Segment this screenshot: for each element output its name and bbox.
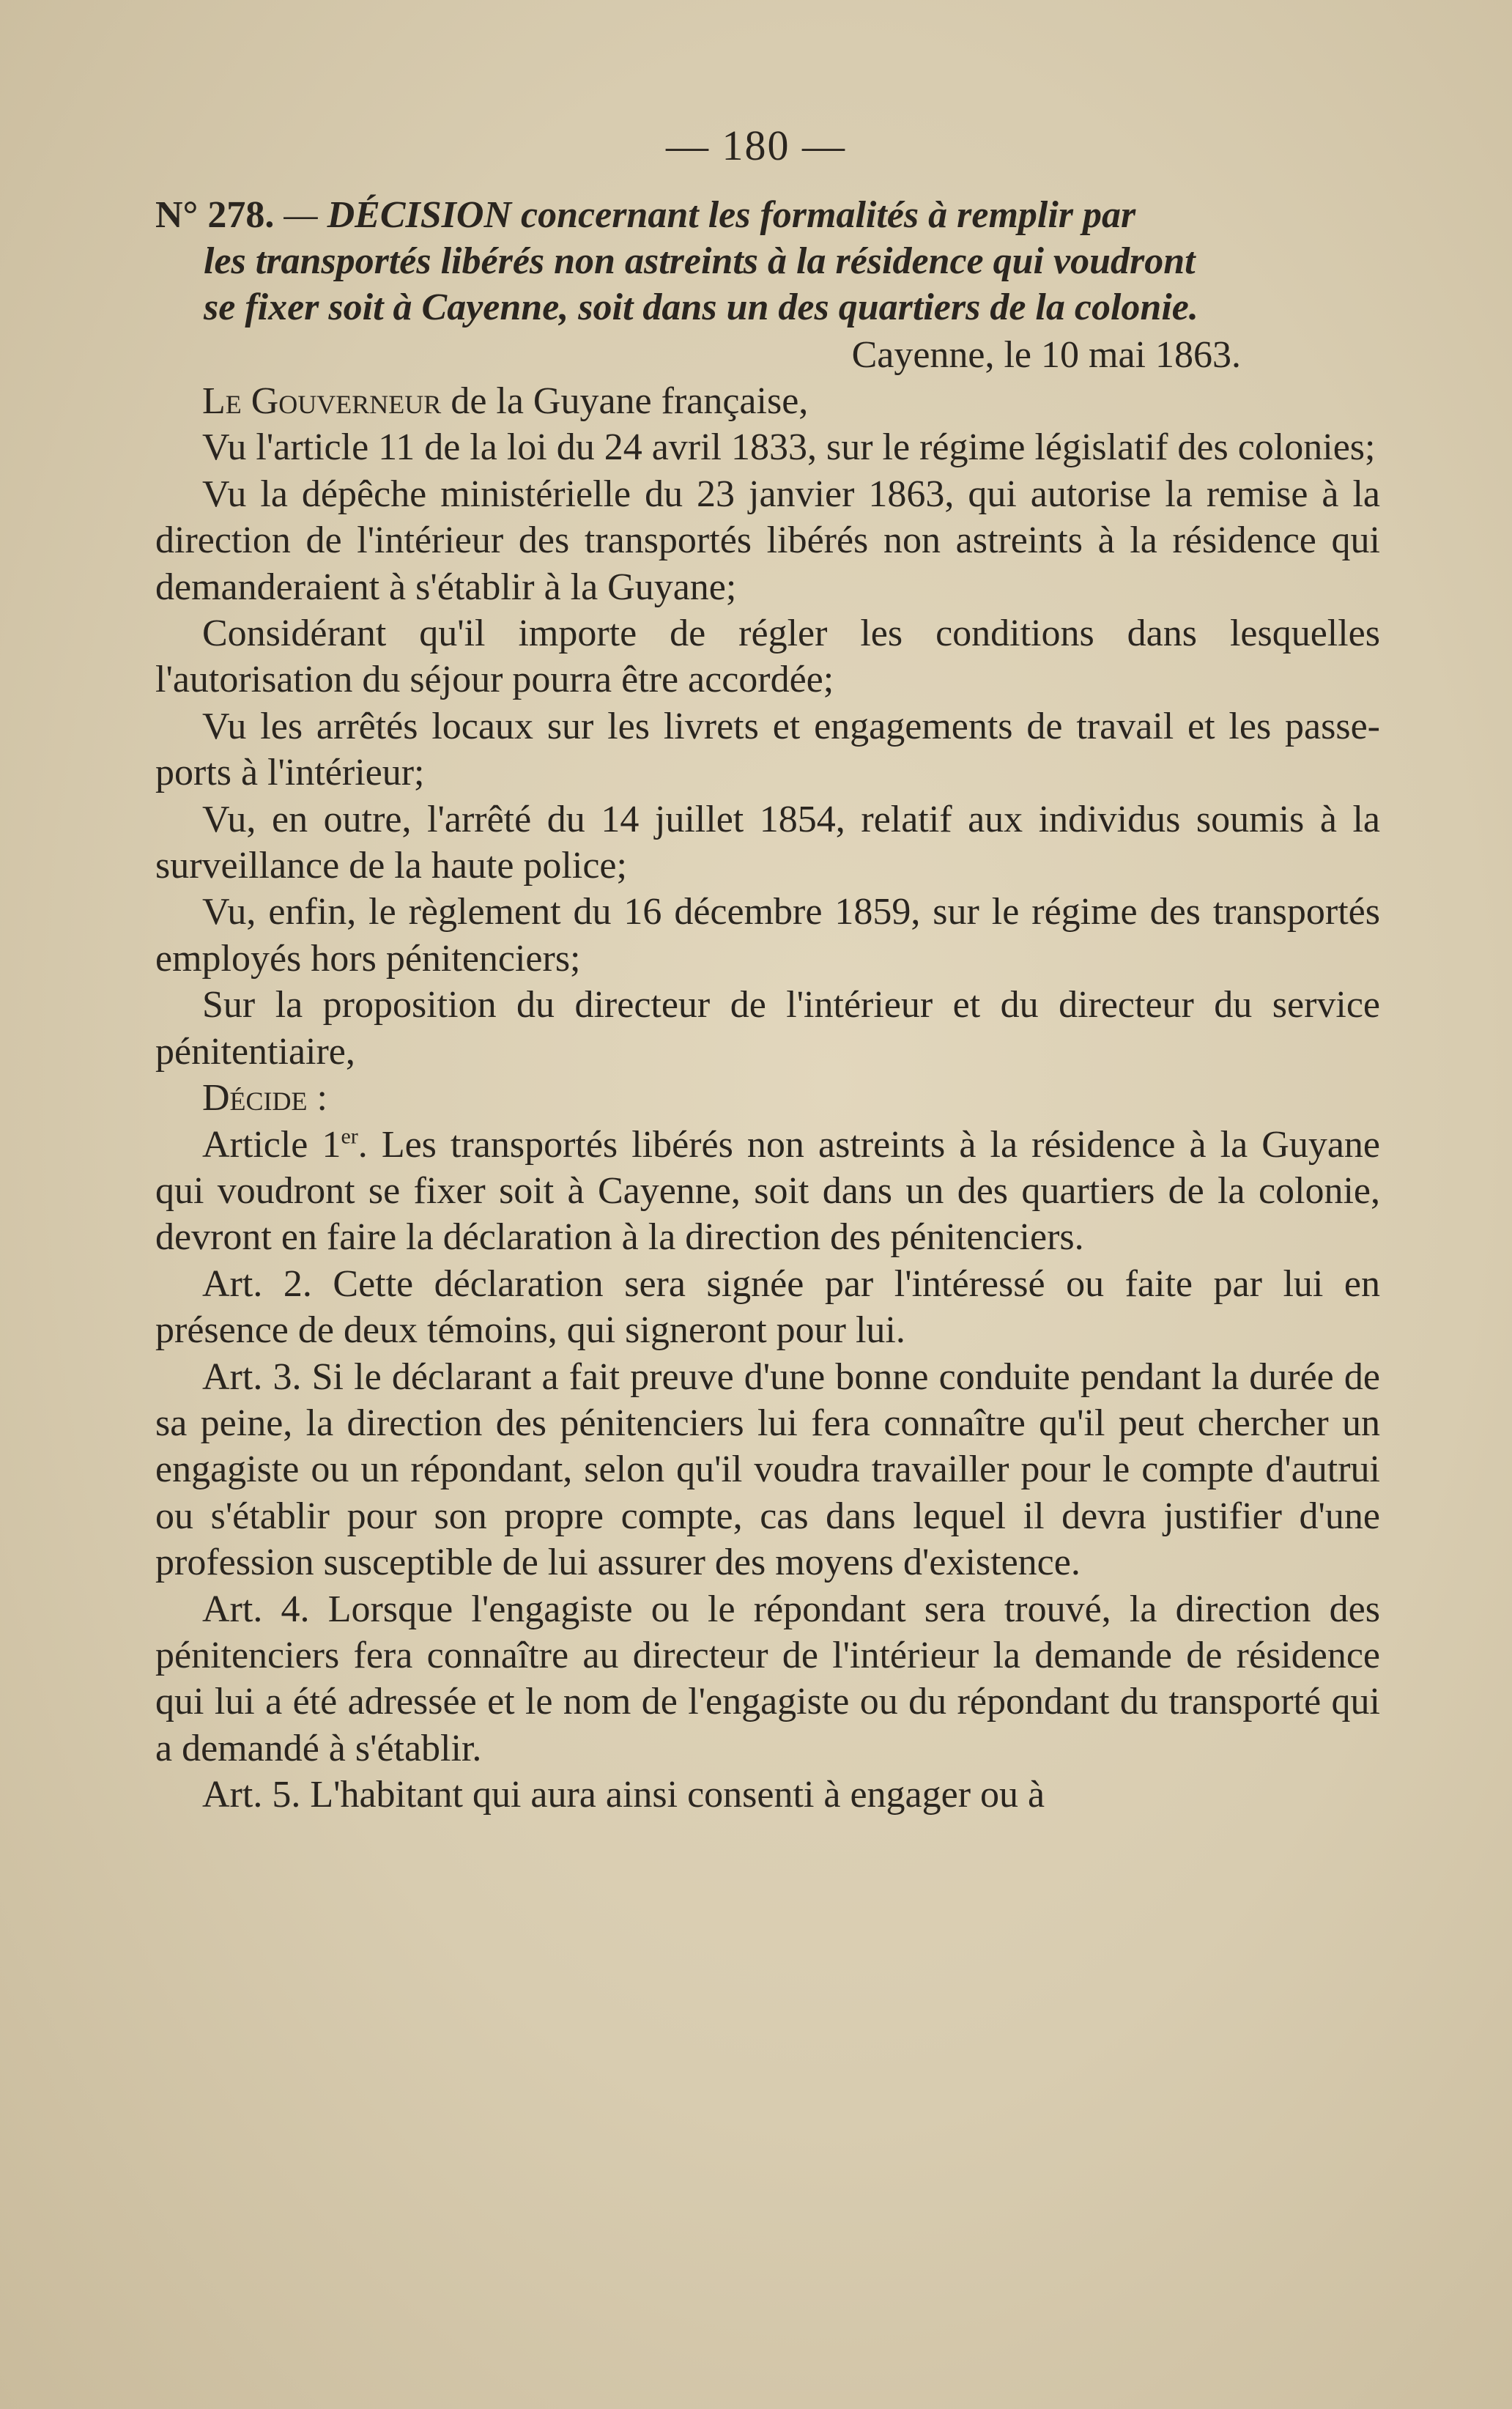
paragraph-text: Vu l'article 11 de la loi du 24 avril 1833, sur le régime législatif des colonies;	[202, 426, 1376, 469]
preamble-paragraph	[155, 424, 1380, 470]
article-text: Si le déclarant a fait preuve d'une bonne conduite pendant la durée de sa peine, la direction des pénitenciers lui fera connaître qu'il peut chercher un engagiste ou un répondant, selon qu'il voudra travailler pour le compte d'autrui ou s'établir pour son propre compte, cas dans lequel il devra justifier d'une profession susceptible de lui assurer des moyens d'existence.	[155, 1355, 1380, 1584]
article-label: Art. 2.	[202, 1262, 312, 1305]
heading-line-1: concernant les formalités à remplir par	[511, 194, 1136, 236]
heading-dash: —	[274, 194, 327, 236]
preamble-paragraph	[155, 610, 1380, 703]
article-text: L'habitant qui aura ainsi consenti à engager ou à	[300, 1774, 1045, 1816]
preamble-paragraph	[155, 796, 1380, 889]
paragraph-text: Vu la dépêche ministérielle du 23 janvier 1863, qui autorise la remise à la direction de l'intérieur des transportés libérés non astreints à la résidence qui demanderaient à s'établir à la Guyane;	[155, 473, 1380, 608]
article-paragraph	[155, 1122, 1380, 1261]
preamble-paragraph	[155, 982, 1380, 1075]
article-text: . Les transportés libérés non astreints à la résidence à la Guyane qui voudront se fixer soit à Cayenne, soit dans un des quartiers de la colonie, devront en faire la déclaration à la direction des pénitenciers.	[155, 1123, 1380, 1259]
article-text: Lorsque l'engagiste ou le répondant sera trouvé, la direction des pénitenciers fera connaître au directeur de l'intérieur la demande de résidence qui lui a été adressée et le nom de l'engagiste ou du répondant du transporté qui a demandé à s'établir.	[155, 1588, 1380, 1769]
paragraph-lead: Le Gouverneur	[202, 380, 442, 422]
preamble-paragraph	[155, 378, 1380, 424]
preamble-paragraph	[155, 703, 1380, 796]
heading-line-3: se fixer soit à Cayenne, soit dans un des quartiers de la colonie.	[204, 286, 1198, 328]
paragraph-text: Vu les arrêtés locaux sur les livrets et engagements de travail et les passe-ports à l'intérieur;	[155, 705, 1380, 794]
paragraph-text: de la Guyane française,	[441, 380, 809, 422]
decide-heading: Décide :	[202, 1077, 327, 1120]
preamble-paragraphs	[155, 378, 1380, 1075]
articles	[155, 1122, 1380, 1818]
document-body	[155, 192, 1380, 1818]
article-ordinal-suffix: er	[341, 1124, 358, 1149]
paragraph-text: Considérant qu'il importe de régler les conditions dans lesquelles l'autorisation du séjour pourra être accordée;	[155, 613, 1380, 701]
decision-title-word: DÉCISION	[327, 194, 512, 236]
article-label: Art. 5.	[202, 1774, 301, 1816]
article-paragraph	[155, 1772, 1380, 1818]
paragraph-text: Sur la proposition du directeur de l'intérieur et du directeur du service pénitentiaire,	[155, 984, 1380, 1073]
decision-number: N° 278.	[155, 194, 275, 236]
decision-heading	[155, 192, 1380, 330]
heading-line-2: les transportés libérés non astreints à la résidence qui voudront	[204, 240, 1196, 282]
article-label: Article 1	[202, 1123, 341, 1166]
article-label: Art. 3.	[202, 1355, 302, 1398]
article-paragraph	[155, 1354, 1380, 1586]
page-number: — 180 —	[666, 122, 846, 169]
article-paragraph	[155, 1261, 1380, 1354]
article-text: Cette déclaration sera signée par l'intéressé ou faite par lui en présence de deux témoins, qui signeront pour lui.	[155, 1262, 1380, 1352]
paragraph-text: Vu, en outre, l'arrêté du 14 juillet 1854, relatif aux individus soumis à la surveillance de la haute police;	[155, 798, 1380, 887]
article-paragraph	[155, 1586, 1380, 1772]
article-label: Art. 4.	[202, 1588, 310, 1630]
paragraph-text: Vu, enfin, le règlement du 16 décembre 1859, sur le régime des transportés employés hors pénitenciers;	[155, 891, 1380, 980]
preamble-paragraph	[155, 471, 1380, 610]
date-line: Cayenne, le 10 mai 1863.	[851, 334, 1241, 376]
preamble-paragraph	[155, 889, 1380, 982]
